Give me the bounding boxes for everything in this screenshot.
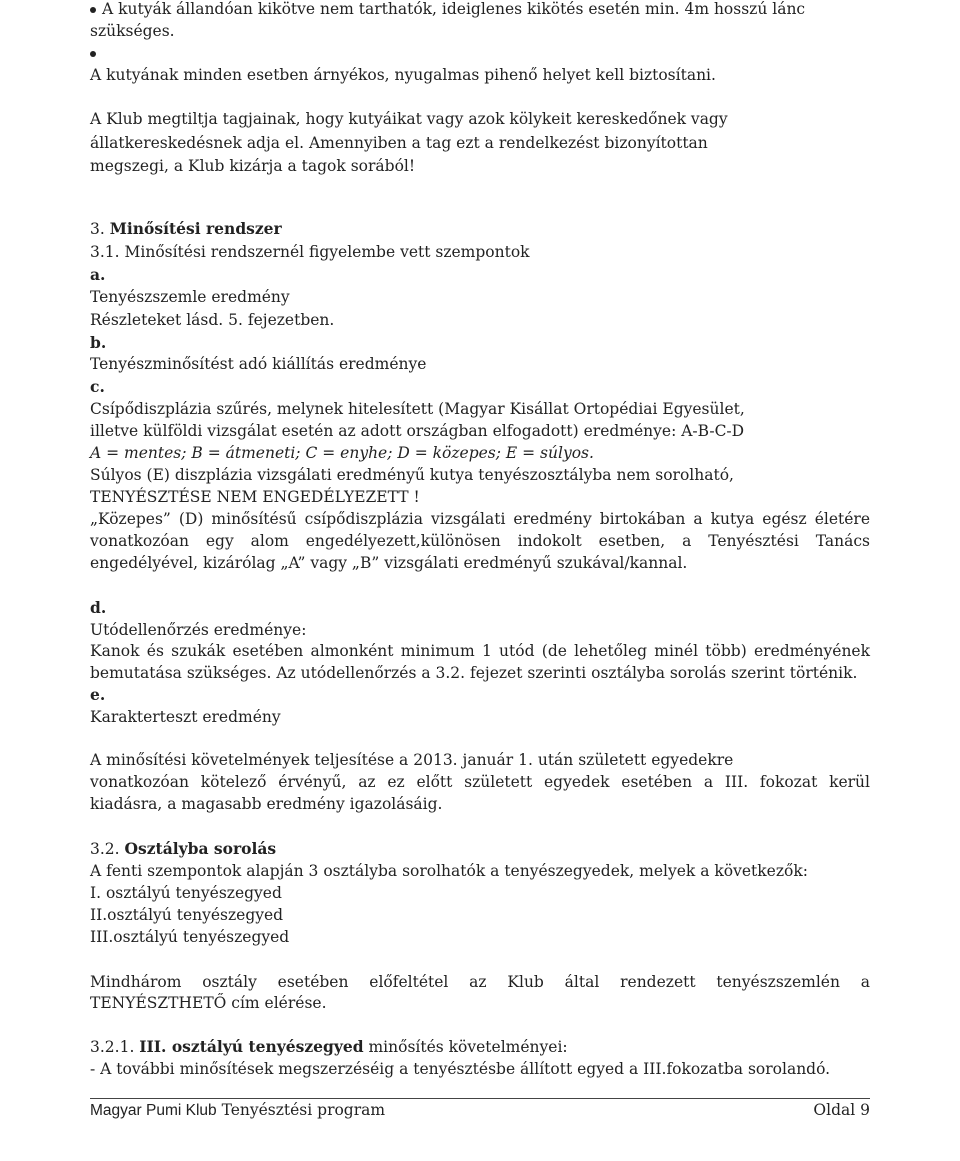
item-a-title: Tenyészszemle eredmény (90, 288, 290, 306)
club-paragraph-line-1: A Klub megtiltja tagjainak, hogy kutyáikat vagy azok kölykeit kereskedőnek vagy (90, 110, 728, 128)
item-d-line-1: Kanok és szukák esetében almonként minimum 1 utód (de lehetőleg minél több) eredményének (90, 642, 870, 660)
item-e-title: Karakterteszt eredmény (90, 708, 281, 726)
requirements-line-2: vonatkozóan kötelező érvényű, az ez előtt született egyedek esetében a III. fokozat kerül (90, 773, 870, 791)
all-classes-line-2: TENYÉSZTHETŐ cím elérése. (90, 994, 327, 1012)
item-c-line-1: Csípődiszplázia szűrés, melynek hitelesített (Magyar Kisállat Ortopédiai Egyesület, (90, 400, 745, 418)
item-b-label: b. (90, 333, 107, 352)
footer-divider (90, 1098, 870, 1099)
section-3-2-1-requirement: - A további minősítések megszerzéséig a tenyésztésbe állított egyed a III.fokozatba sorolandó. (90, 1060, 831, 1078)
section-3-title: Minősítési rendszer (109, 219, 282, 238)
section-3-1-heading: 3.1. Minősítési rendszernél figyelembe vett szempontok (90, 243, 530, 261)
bullet-dot-icon (90, 51, 96, 57)
all-classes-line-1: Mindhárom osztály esetében előfeltétel az Klub által rendezett tenyészszemlén a (90, 973, 870, 991)
section-3-2-intro: A fenti szempontok alapján 3 osztályba sorolhatók a tenyészegyedek, melyek a következők: (90, 862, 808, 880)
class-2-item: II.osztályú tenyészegyed (90, 906, 284, 924)
bullet-item-2-marker (90, 42, 102, 64)
item-d-label: d. (90, 598, 107, 617)
item-c-line-2: illetve külföldi vizsgálat esetén az adott országban elfogadott) eredménye: A-B-C-D (90, 422, 745, 440)
section-3-number: 3. (90, 220, 110, 238)
item-c-line-5: TENYÉSZTÉSE NEM ENGEDÉLYEZETT ! (90, 488, 420, 506)
item-a-label: a. (90, 265, 106, 284)
footer-program: Tenyésztési program (216, 1101, 386, 1119)
class-3-item: III.osztályú tenyészegyed (90, 928, 290, 946)
section-3-heading (90, 218, 282, 240)
item-c-line-8: engedélyével, kizárólag „A” vagy „B” vizsgálati eredményű szukával/kannal. (90, 554, 688, 572)
item-c-line-6: „Közepes” (D) minősítésű csípődiszplázia vizsgálati eredmény birtokában a kutya egész életére (90, 510, 870, 528)
item-a-detail: Részleteket lásd. 5. fejezetben. (90, 311, 335, 329)
section-3-2-1-heading (90, 1036, 568, 1058)
footer-club-name: Magyar Pumi Klub (90, 1102, 217, 1119)
section-3-2-heading (90, 838, 276, 860)
item-d-line-2: bemutatása szükséges. Az utódellenőrzés a 3.2. fejezet szerinti osztályba sorolás szerint történik. (90, 664, 858, 682)
item-c-label: c. (90, 377, 105, 396)
section-3-2-1-rest: minősítés követelményei: (363, 1038, 568, 1056)
item-e-label: e. (90, 685, 106, 704)
bullet-item-2-text: A kutyának minden esetben árnyékos, nyugalmas pihenő helyet kell biztosítani. (90, 66, 716, 84)
club-paragraph-line-3: megszegi, a Klub kizárja a tagok sorából! (90, 157, 416, 175)
club-paragraph-line-2: állatkereskedésnek adja el. Amennyiben a tag ezt a rendelkezést bizonyítottan (90, 134, 708, 152)
section-3-2-1-number: 3.2.1. (90, 1038, 140, 1056)
section-3-2-number: 3.2. (90, 840, 125, 858)
section-3-2-title: Osztályba sorolás (124, 839, 277, 858)
bullet-1-text: A kutyák állandóan kikötve nem tarthatók, ideiglenes kikötés esetén min. 4m hosszú lánc (102, 0, 806, 18)
footer-page-number: Oldal 9 (813, 1101, 870, 1119)
item-c-line-3: A = mentes; B = átmeneti; C = enyhe; D = közepes; E = súlyos. (90, 444, 594, 462)
bullet-item-1-cont: szükséges. (90, 22, 175, 40)
requirements-line-1: A minősítési követelmények teljesítése a 2013. január 1. után született egyedekre (90, 751, 734, 769)
requirements-line-3: kiadásra, a magasabb eredmény igazolásáig. (90, 795, 443, 813)
item-d-title: Utódellenőrzés eredménye: (90, 621, 307, 639)
bullet-item-1 (90, 0, 805, 20)
item-b-title: Tenyészminősítést adó kiállítás eredménye (90, 355, 427, 373)
footer-title (90, 1100, 385, 1121)
class-1-item: I. osztályú tenyészegyed (90, 884, 282, 902)
item-c-line-4: Súlyos (E) diszplázia vizsgálati eredményű kutya tenyészosztályba nem sorolható, (90, 466, 734, 484)
item-c-line-7: vonatkozóan egy alom engedélyezett,különösen indokolt esetben, a Tenyésztési Tanács (90, 532, 870, 550)
bullet-dot-icon (90, 7, 96, 13)
section-3-2-1-title: III. osztályú tenyészegyed (139, 1037, 364, 1056)
